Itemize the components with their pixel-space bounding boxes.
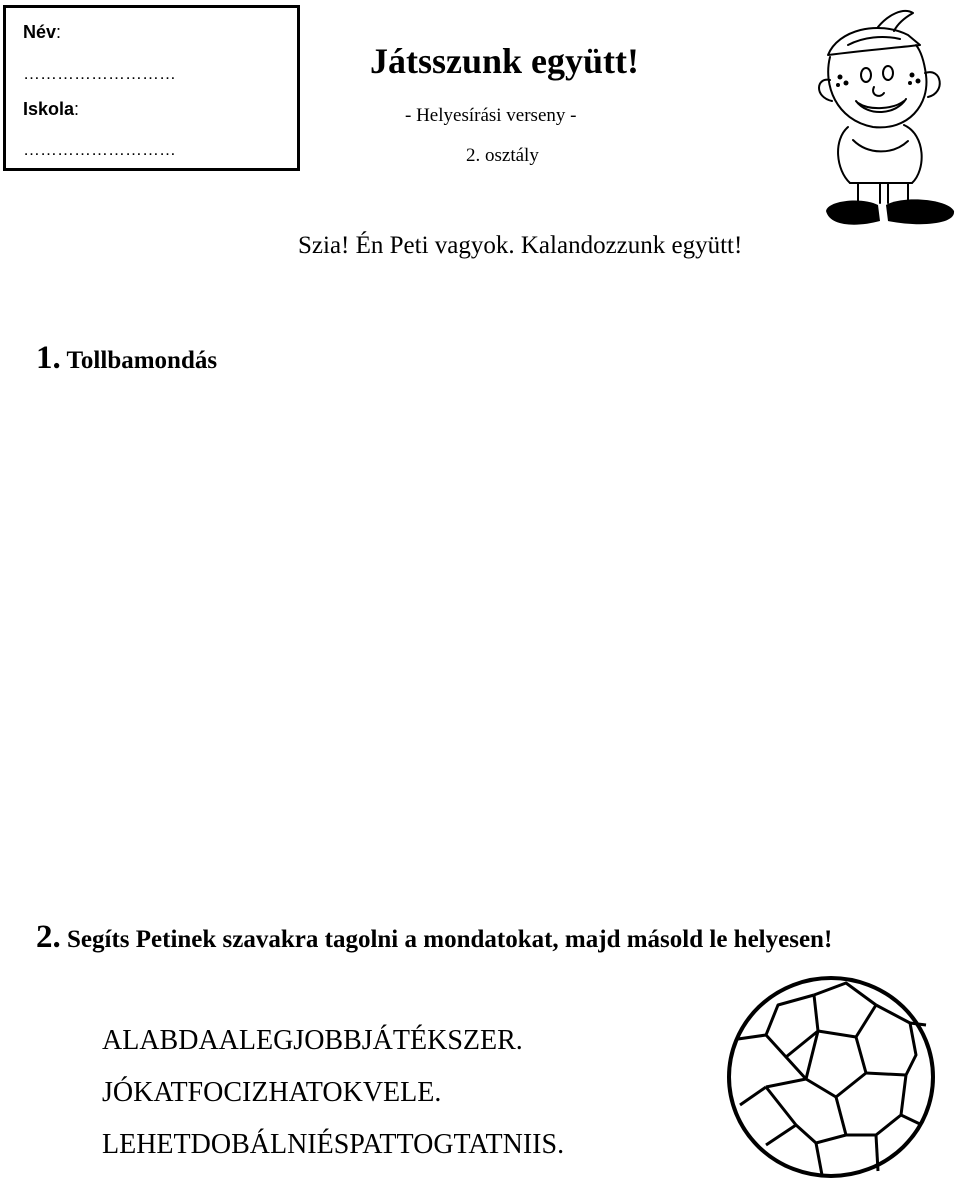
task-2-instruction: 2. Segíts Petinek szavakra tagolni a mondatokat, majd másold le helyesen! [36,919,833,955]
page-subtitle: - Helyesírási verseny - [405,105,577,126]
sentence-item: LEHETDOBÁLNIÉSPATTOGTATNIIS. [102,1129,565,1160]
school-label: Iskola: [23,99,80,119]
page-title: Játsszunk együtt! [370,41,640,81]
boy-illustration [808,5,958,235]
sentence-list [102,1015,564,1171]
greeting-text: Szia! Én Peti vagyok. Kalandozzunk együtt! [298,232,743,259]
name-blank-line: ……………………… [23,64,176,83]
sentence-item: ALABDAALEGJOBBJÁTÉKSZER. [102,1025,523,1056]
sentence-item: JÓKATFOCIZHATOKVELE. [102,1077,442,1108]
task-1-heading: 1. Tollbamondás [36,340,218,376]
soccer-ball-illustration [726,975,936,1180]
grade-label: 2. osztály [466,145,539,166]
name-label: Név: [23,22,62,42]
name-school-box [3,5,300,171]
school-blank-line: ……………………… [23,140,176,159]
